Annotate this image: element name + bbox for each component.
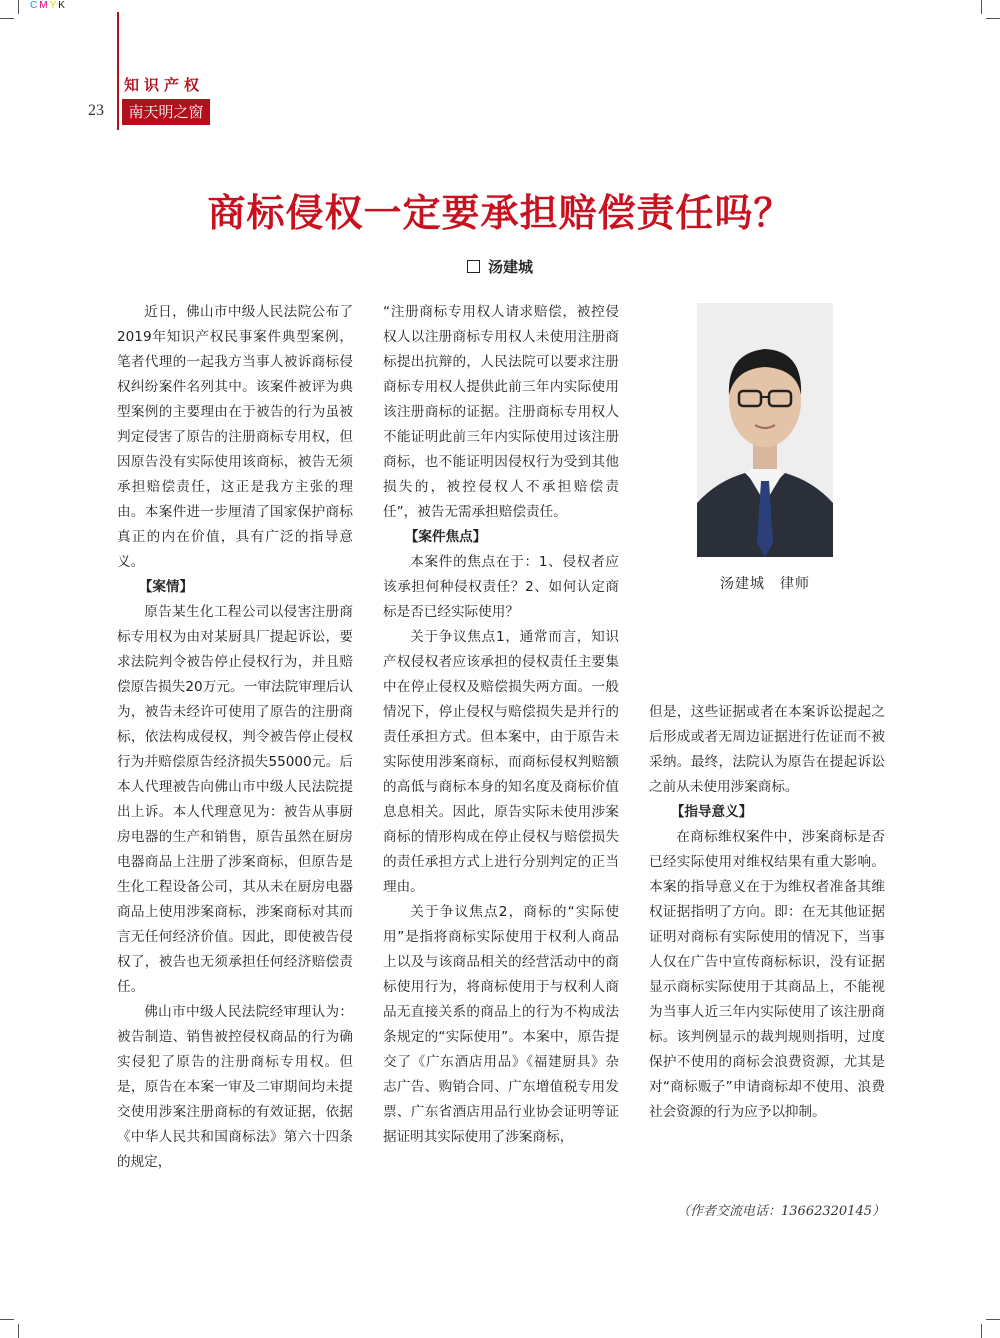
crop-mark xyxy=(0,18,14,19)
crop-mark xyxy=(18,1324,19,1338)
crop-mark xyxy=(0,1319,14,1320)
header-rule xyxy=(117,12,119,130)
paragraph: 佛山市中级人民法院经审理认为：被告制造、销售被控侵权商品的行为确实侵犯了原告的注册商标专用权。但是，原告在本案一审及二审期间均未提交使用涉案注册商标的有效证据，依据《中华人民共和国商标法》第六十四条的规定， xyxy=(117,1004,353,1170)
paragraph: 近日，佛山市中级人民法院公布了2019年知识产权民事案件典型案例，笔者代理的一起我方当事人被诉商标侵权纠纷案件名列其中。该案件被评为典型案例的主要理由在于被告的行为虽被判定侵害了原告的注册商标专用权，但因原告没有实际使用该商标，被告无须承担赔偿责任，这正是我方主张的理由。本案件进一步厘清了国家保护商标真正的内在价值，具有广泛的指导意义。 xyxy=(117,304,353,570)
section-heading: 【案情】 xyxy=(138,579,194,595)
page-number: 23 xyxy=(88,102,104,119)
paragraph: 在商标维权案件中，涉案商标是否已经实际使用对维权结果有重大影响。本案的指导意义在于为维权者准备其维权证据指明了方向。即：在无其他证据证明对商标有实际使用的情况下，当事人仅在广告中宣传商标标识，没有证据显示商标实际使用于其商品上，不能视为当事人近三年内实际使用了该注册商标。该判例显示的裁判规则指明，过度保护不使用的商标会浪费资源，尤其是对“商标贩子”申请商标却不使用、浪费社会资源的行为应予以抑制。 xyxy=(649,829,885,1120)
paragraph: 关于争议焦点1，通常而言，知识产权侵权者应该承担的侵权责任主要集中在停止侵权及赔偿损失两方面。一般情况下，停止侵权与赔偿损失是并行的责任承担方式。但本案中，由于原告未实际使用涉案商标，而商标侵权判赔额的高低与商标本身的知名度及商标价值息息相关。因此，原告实际未使用涉案商标的情形构成在停止侵权与赔偿损失的责任承担方式上进行分别判定的正当理由。 xyxy=(383,629,619,895)
text-column-1 xyxy=(117,300,353,1175)
author-contact: （作者交流电话：13662320145） xyxy=(677,1204,885,1219)
cmyk-k: K xyxy=(58,0,67,11)
paragraph: 但是，这些证据或者在本案诉讼提起之后形成或者无周边证据进行佐证而不被采纳。最终，法院认为原告在提起诉讼之前从未使用涉案商标。 xyxy=(649,704,885,795)
crop-mark xyxy=(18,0,19,14)
cmyk-registration-label xyxy=(30,0,67,11)
crop-mark xyxy=(986,18,1000,19)
paragraph: 原告某生化工程公司以侵害注册商标专用权为由对某厨具厂提起诉讼，要求法院判令被告停止侵权行为，并且赔偿原告损失20万元。一审法院审理后认为，被告未经许可使用了原告的注册商标，依法构成侵权，判令被告停止侵权行为并赔偿原告经济损失55000元。后本人代理被告向佛山市中级人民法院提出上诉。本人代理意见为：被告从事厨房电器的生产和销售，原告虽然在厨房电器商品上注册了涉案商标，但原告是生化工程设备公司，其从未在厨房电器商品上使用涉案商标，涉案商标对其而言无任何经济价值。因此，即使被告侵权了，被告也无须承担任何经济赔偿责任。 xyxy=(117,604,353,995)
paragraph: 关于争议焦点2，商标的“实际使用”是指将商标实际使用于权利人商品上以及与该商品相关的经营活动中的商标使用行为，将商标使用于与权利人商品无直接关系的商品上的行为不构成法条规定的“实际使用”。本案中，原告提交了《广东酒店用品》《福建厨具》杂志广告、购销合同、广东增值税专用发票、广东省酒店用品行业协会证明等证据证明其实际使用了涉案商标， xyxy=(383,904,619,1145)
paragraph: 本案件的焦点在于：1、侵权者应该承担何种侵权责任？2、如何认定商标是否已经实际使用？ xyxy=(383,554,619,620)
portrait-illustration xyxy=(697,303,833,557)
article-title: 商标侵权一定要承担赔偿责任吗？ xyxy=(207,191,793,235)
author-name: 汤建城 xyxy=(487,258,533,276)
section-heading: 【案件焦点】 xyxy=(404,529,487,545)
author-photo xyxy=(697,303,833,557)
crop-mark xyxy=(981,1324,982,1338)
author-byline xyxy=(0,256,1000,277)
section-title: 知识产权 xyxy=(124,76,205,94)
byline-square-icon xyxy=(467,260,480,273)
text-column-3 xyxy=(649,700,885,1125)
cmyk-m: M xyxy=(39,0,50,11)
crop-mark xyxy=(981,0,982,14)
text-column-2 xyxy=(383,300,619,1150)
photo-caption: 汤建城 律师 xyxy=(720,576,810,592)
crop-mark xyxy=(986,1319,1000,1320)
cmyk-c: C xyxy=(30,0,40,11)
section-heading: 【指导意义】 xyxy=(670,804,753,820)
column-name-badge: 南天明之窗 xyxy=(122,99,210,125)
paragraph: “注册商标专用权人请求赔偿，被控侵权人以注册商标专用权人未使用注册商标提出抗辩的，人民法院可以要求注册商标专用权人提供此前三年内实际使用该注册商标的证据。注册商标专用权人不能证明此前三年内实际使用过该注册商标，也不能证明因侵权行为受到其他损失的，被控侵权人不承担赔偿责任”，被告无需承担赔偿责任。 xyxy=(383,304,619,520)
cmyk-y: Y xyxy=(49,0,59,11)
